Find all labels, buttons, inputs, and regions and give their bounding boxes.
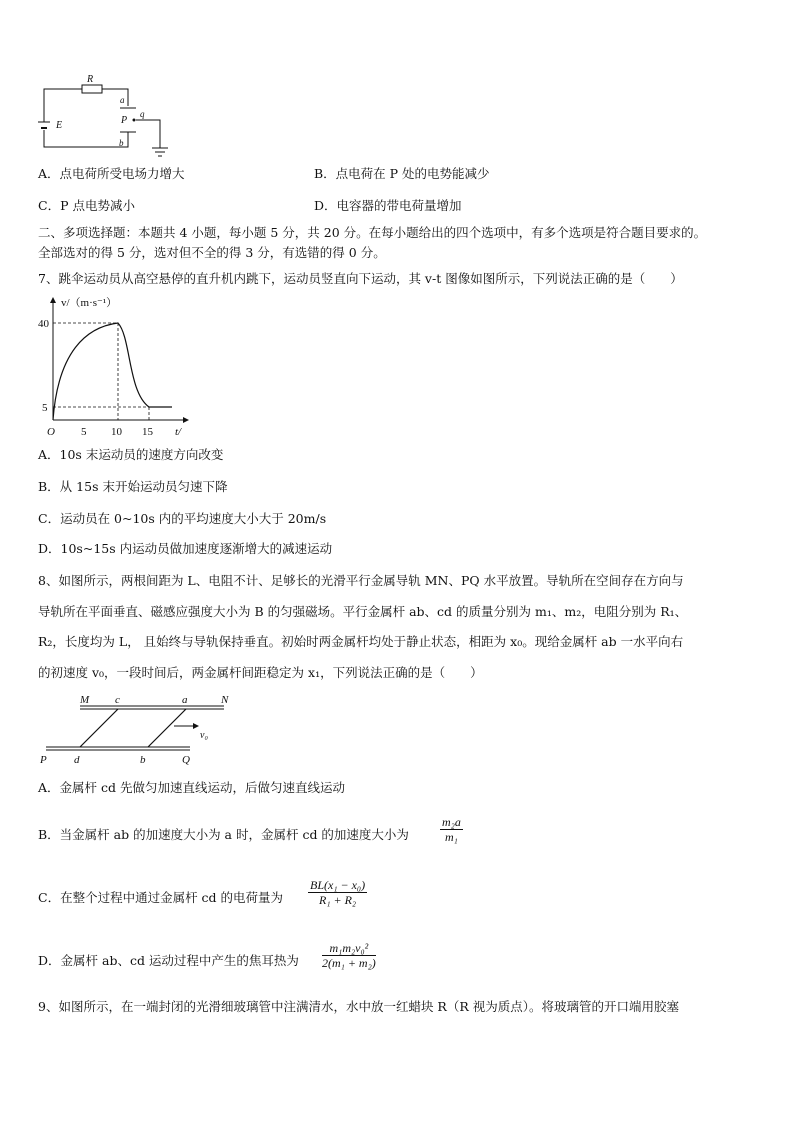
q6-option-b: B．点电荷在 P 处的电势能减少 — [314, 166, 490, 181]
q8-option-b: B．当金属杆 ab 的加速度大小为 a 时，金属杆 cd 的加速度大小为 — [38, 827, 409, 842]
graph-xtick-15: 15 — [142, 426, 153, 438]
vt-graph — [36, 292, 196, 442]
q8-option-d-fraction — [322, 941, 376, 971]
label-M: M — [80, 694, 90, 706]
rails-diagram — [36, 692, 236, 768]
label-E: E — [56, 120, 63, 131]
label-P: P — [40, 754, 47, 766]
q8-stem-line-2: 导轨所在平面垂直、磁感应强度大小为 B 的匀强磁场。平行金属杆 ab、cd 的质量分别为 m₁、m₂，电阻分别为 R₁、 — [38, 604, 688, 619]
label-b: b — [140, 754, 146, 766]
label-c: c — [115, 694, 120, 706]
label-Q: Q — [182, 754, 190, 766]
q8-option-c-fraction — [308, 878, 367, 908]
circuit-diagram — [30, 72, 190, 164]
fraction-numerator: m₁m₂v₀² — [322, 941, 376, 956]
label-a: a — [120, 95, 125, 105]
graph-ylabel: v/（m·s⁻¹） — [61, 297, 118, 309]
graph-ytick-40: 40 — [38, 318, 49, 330]
label-R: R — [87, 74, 94, 85]
section-2-line-2: 全部选对的得 5 分，选对但不全的得 3 分，有选错的得 0 分。 — [38, 245, 386, 260]
q6-option-a: A．点电荷所受电场力增大 — [38, 166, 185, 181]
graph-xtick-10: 10 — [111, 426, 122, 438]
q9-stem: 9、如图所示，在一端封闭的光滑细玻璃管中注满清水，水中放一红蜡块 R（R 视为质点）。将玻璃管的开口端用胶塞 — [38, 999, 679, 1014]
q8-stem-line-3: R₂，长度均为 L， 且始终与导轨保持垂直。初始时两金属杆均处于静止状态，相距为 x₀。现给金属杆 ab 一水平向右 — [38, 634, 684, 649]
q8-option-c: C．在整个过程中通过金属杆 cd 的电荷量为 — [38, 890, 284, 905]
q7-option-a: A．10s 末运动员的速度方向改变 — [38, 447, 224, 462]
q8-option-a: A．金属杆 cd 先做匀加速直线运动，后做匀速直线运动 — [38, 780, 345, 795]
fraction-numerator: BL(x₁ − x₀) — [310, 878, 366, 892]
graph-xtick-5: 5 — [81, 426, 87, 438]
q8-option-b-fraction — [440, 815, 463, 845]
label-P: P — [121, 115, 128, 126]
q6-option-c: C．P 点电势减小 — [38, 198, 135, 213]
fraction-denominator: R₁ + R₂ — [318, 893, 357, 907]
q8-stem-line-4: 的初速度 v₀，一段时间后，两金属杆间距稳定为 x₁，下列说法正确的是（ ） — [38, 665, 483, 680]
graph-origin: O — [47, 426, 55, 438]
q7-option-c: C．运动员在 0~10s 内的平均速度大小大于 20m/s — [38, 511, 327, 526]
label-N: N — [221, 694, 229, 706]
fraction-denominator: 2(m₁ + m₂) — [322, 956, 376, 970]
label-d: d — [74, 754, 80, 766]
label-q: q — [140, 109, 145, 119]
fraction-denominator: m₁ — [445, 830, 458, 844]
graph-ytick-5: 5 — [42, 402, 48, 414]
fraction-numerator: m₂a — [442, 815, 461, 829]
section-2-line-1: 二、多项选择题：本题共 4 小题，每小题 5 分，共 20 分。在每小题给出的四个选项中，有多个选项是符合题目要求的。 — [38, 225, 707, 240]
graph-xlabel: t/ — [175, 426, 182, 438]
label-v0: v₀ — [200, 730, 208, 741]
q8-option-d: D．金属杆 ab、cd 运动过程中产生的焦耳热为 — [38, 953, 299, 968]
q7-stem: 7、跳伞运动员从高空悬停的直升机内跳下，运动员竖直向下运动，其 v-t 图像如图所示，下列说法正确的是（ ） — [38, 271, 683, 286]
label-b: b — [119, 138, 124, 148]
q7-option-b: B．从 15s 末开始运动员匀速下降 — [38, 479, 228, 494]
q6-option-d: D．电容器的带电荷量增加 — [314, 198, 462, 213]
label-a: a — [182, 694, 188, 706]
q7-option-d: D．10s~15s 内运动员做加速度逐渐增大的减速运动 — [38, 541, 333, 556]
q8-stem-line-1: 8、如图所示，两根间距为 L、电阻不计、足够长的光滑平行金属导轨 MN、PQ 水平放置。导轨所在空间存在方向与 — [38, 573, 684, 588]
